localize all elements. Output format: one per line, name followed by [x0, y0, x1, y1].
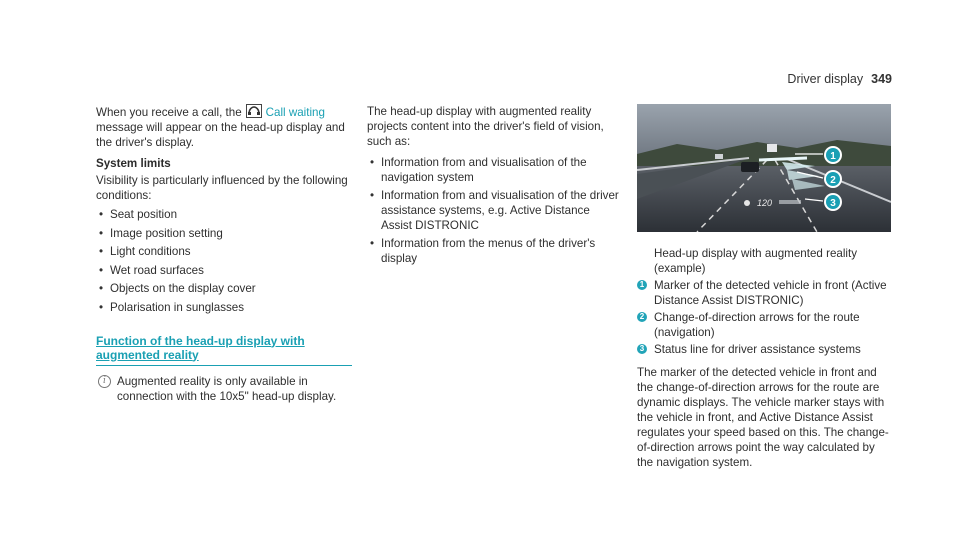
column-right — [637, 104, 891, 476]
legend-text-1: Marker of the detected vehicle in front (Active Distance Assist DISTRONIC) — [654, 279, 887, 307]
system-limits-intro: Visibility is particularly influenced by the following conditions: — [96, 174, 348, 202]
system-limits-heading: System limits — [96, 157, 171, 170]
section-heading-text: Function of the head-up display with augmented reality — [96, 333, 305, 362]
legend-text-2: Change-of-direction arrows for the route (navigation) — [654, 311, 860, 339]
phone-icon — [246, 104, 262, 118]
legend-text-3: Status line for driver assistance systems — [654, 343, 861, 356]
legend-item-3 — [637, 342, 891, 357]
list-item: • Polarisation in sunglasses — [96, 300, 352, 315]
list-item: • Image position setting — [96, 226, 352, 241]
call-text-after: message will appear on the head-up display and the driver's display. — [96, 121, 345, 149]
image-callout-3: 3 — [830, 198, 836, 209]
image-callout-1: 1 — [830, 151, 836, 162]
section-heading — [96, 334, 352, 366]
list-item: • Wet road surfaces — [96, 263, 352, 278]
road-scene-image — [637, 104, 891, 232]
call-waiting-label: Call waiting — [265, 106, 325, 119]
legend-badge-2: 2 — [637, 312, 647, 322]
info-note — [96, 374, 352, 404]
legend-badge-3: 3 — [637, 344, 647, 354]
legend-item-1 — [637, 278, 891, 308]
dynamic-display-paragraph: The marker of the detected vehicle in front and the change-of-direction arrows for the route are dynamic displays. The vehicle marker stays with the vehicle in front, and Active Distance Assist regulates your speed based on this. The change-of-direction arrows point the way calculated by the navigation system. — [637, 366, 889, 469]
list-item: • Information from and visualisation of the navigation system — [367, 155, 622, 185]
info-icon: i — [98, 375, 111, 388]
column-left — [96, 104, 352, 410]
legend-item-2 — [637, 310, 891, 340]
image-caption: Head-up display with augmented reality (example) — [654, 247, 858, 275]
list-item: • Information from and visualisation of the driver assistance systems, e.g. Active Distance Assist DISTRONIC — [367, 188, 622, 233]
note-text: Augmented reality is only available in connection with the 10x5" head-up display. — [117, 374, 337, 403]
legend-badge-1: 1 — [637, 280, 647, 290]
conditions-list — [96, 207, 352, 315]
page-header — [787, 72, 892, 86]
hud-intro: The head-up display with augmented reality projects content into the driver's field of vision, such as: — [367, 105, 604, 148]
list-item: • Objects on the display cover — [96, 281, 352, 296]
header-section-title: Driver display — [787, 72, 864, 86]
page-number: 349 — [871, 72, 892, 86]
column-middle — [367, 104, 622, 270]
hud-content-list — [367, 155, 622, 266]
hud-speed-text: 120 — [757, 198, 773, 208]
hud-photo — [637, 104, 891, 232]
call-waiting-paragraph — [96, 104, 352, 150]
image-callout-2: 2 — [830, 175, 836, 186]
list-item: • Light conditions — [96, 244, 352, 259]
call-text-before: When you receive a call, the — [96, 106, 242, 119]
list-item: • Seat position — [96, 207, 352, 222]
list-item: • Information from the menus of the driver's display — [367, 236, 622, 266]
